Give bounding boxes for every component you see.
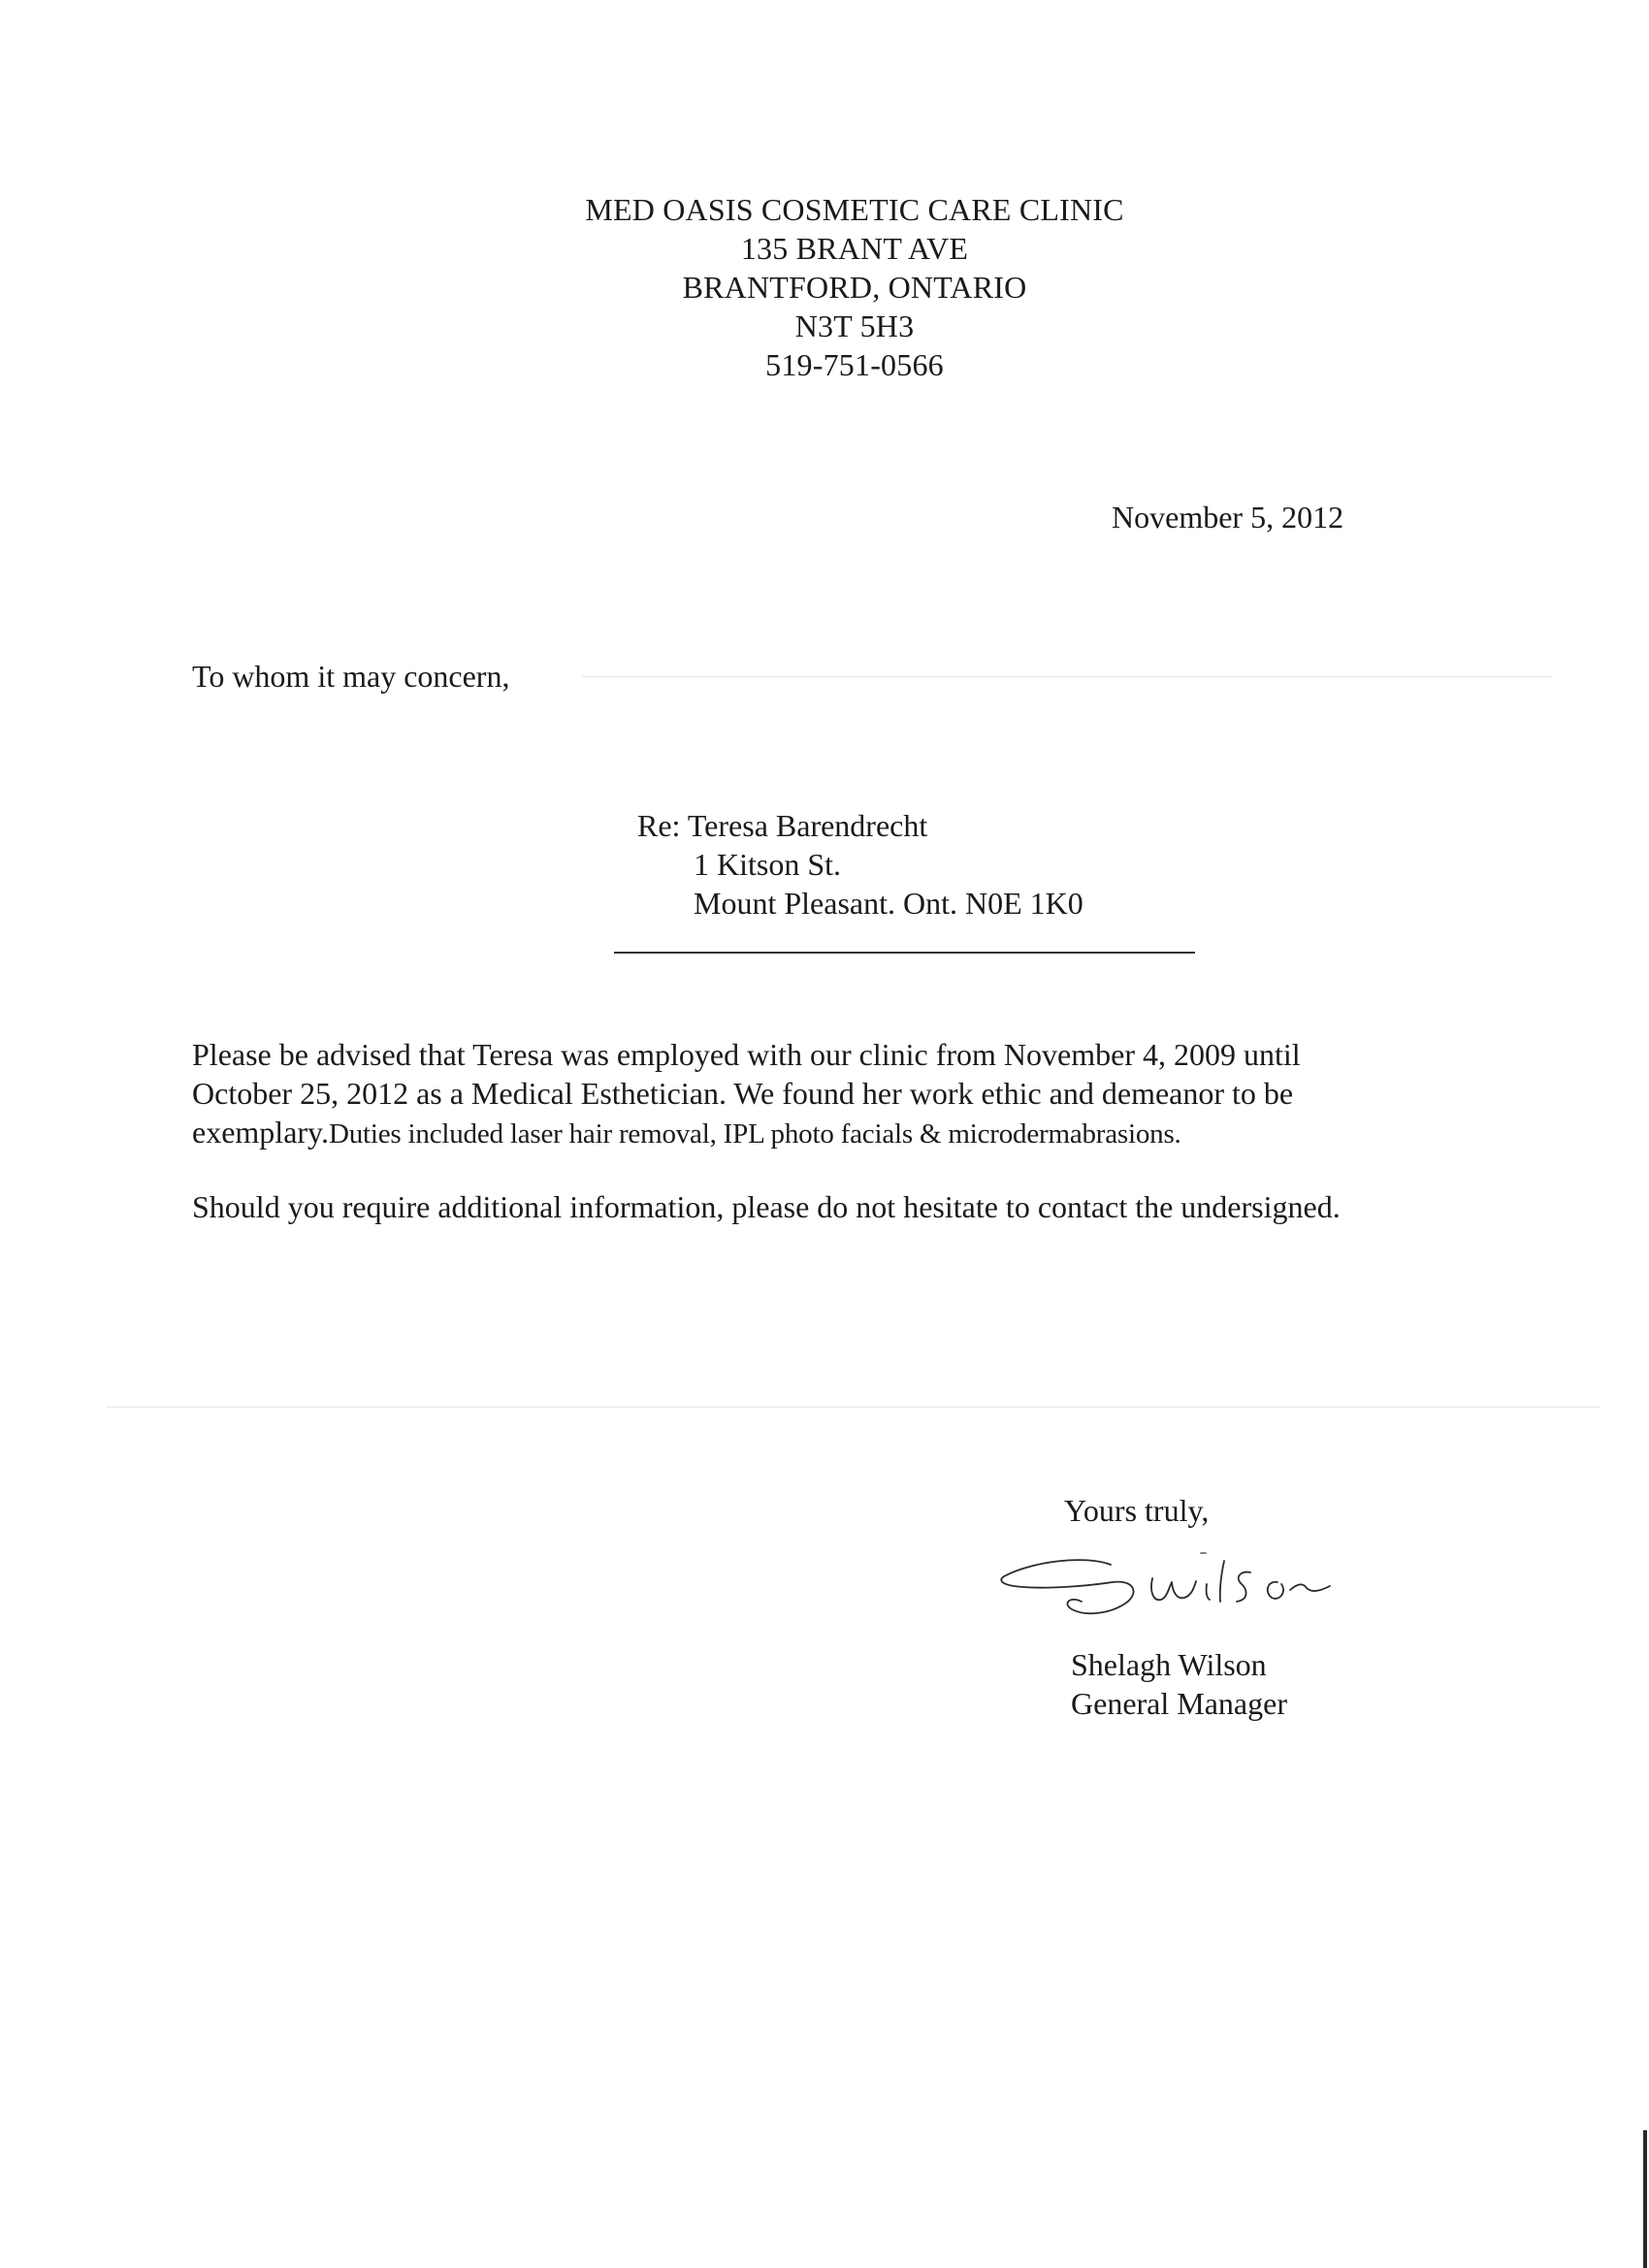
scan-artifact-line bbox=[582, 676, 1552, 677]
body-line-3-start: exemplary. bbox=[192, 1115, 329, 1150]
re-line-city: Mount Pleasant. Ont. N0E 1K0 bbox=[694, 886, 1083, 921]
signer-name: Shelagh Wilson bbox=[1071, 1647, 1267, 1682]
clinic-street: 135 BRANT AVE bbox=[740, 231, 969, 266]
letterhead bbox=[0, 190, 1649, 384]
body-line-2: October 25, 2012 as a Medical Esthetician. We found her work ethic and demeanor to be bbox=[192, 1076, 1294, 1111]
body-paragraph-employment bbox=[192, 1035, 1482, 1153]
clinic-city: BRANTFORD, ONTARIO bbox=[682, 270, 1027, 305]
clinic-phone: 519-751-0566 bbox=[765, 347, 944, 382]
re-line-street: 1 Kitson St. bbox=[694, 847, 842, 882]
body-line-3 bbox=[192, 1113, 1482, 1153]
re-line-name: Re: Teresa Barendrecht bbox=[637, 808, 928, 843]
scan-artifact-line bbox=[107, 1407, 1600, 1408]
body-contact-line: Should you require additional information, please do not hesitate to contact the undersigned. bbox=[192, 1189, 1341, 1224]
re-block bbox=[637, 806, 1083, 923]
letter-date: November 5, 2012 bbox=[1112, 500, 1344, 535]
signer-block bbox=[1071, 1645, 1287, 1723]
re-underline-divider bbox=[614, 952, 1195, 954]
clinic-name: MED OASIS COSMETIC CARE CLINIC bbox=[585, 192, 1124, 227]
signer-title: General Manager bbox=[1071, 1686, 1287, 1721]
closing: Yours truly, bbox=[1064, 1493, 1210, 1528]
handwritten-signature bbox=[994, 1547, 1363, 1635]
body-line-3-duties: Duties included laser hair removal, IPL photo facials & microdermabrasions. bbox=[328, 1118, 1181, 1150]
clinic-postal-code: N3T 5H3 bbox=[794, 308, 915, 343]
salutation: To whom it may concern, bbox=[192, 659, 510, 694]
body-paragraph-contact bbox=[192, 1187, 1482, 1226]
body-line-1: Please be advised that Teresa was employed with our clinic from November 4, 2009 until bbox=[192, 1037, 1301, 1072]
scan-edge-mark bbox=[1643, 2130, 1647, 2268]
